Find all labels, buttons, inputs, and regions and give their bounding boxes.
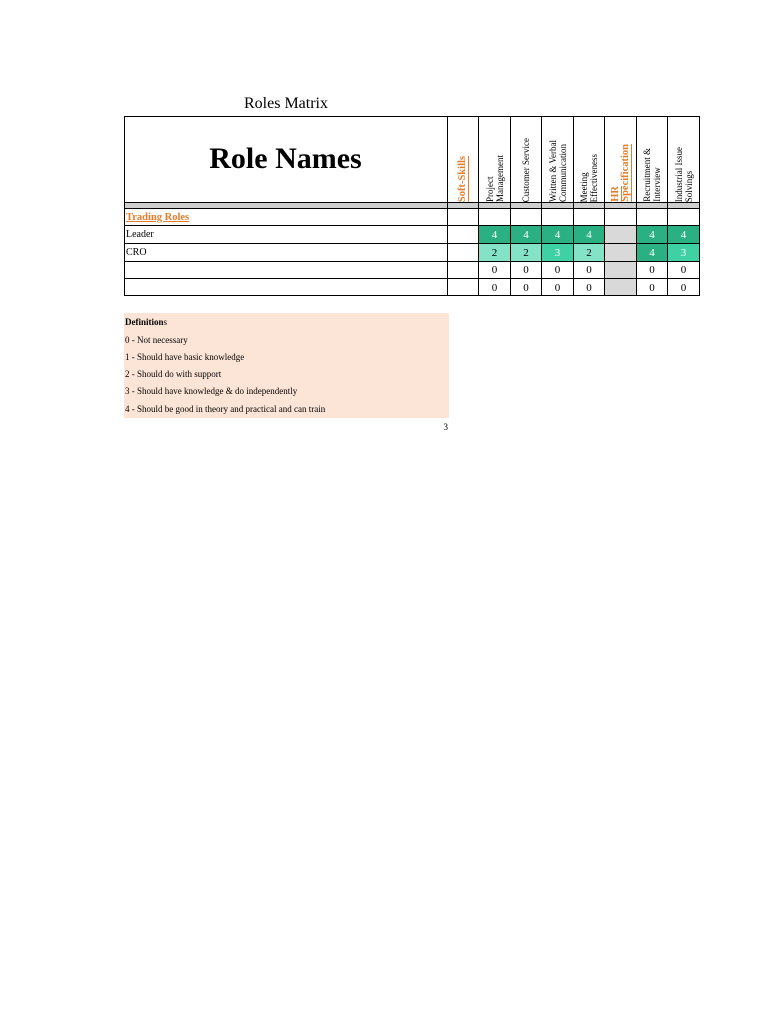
skill-level-cell [605, 243, 637, 261]
column-header-label: Soft-Skills [457, 155, 468, 202]
skill-level-cell: 3 [668, 243, 700, 261]
role-row-label: CRO [124, 243, 448, 261]
column-header-label: Written & Verbal Communication [547, 140, 568, 202]
role-row-label: Leader [124, 225, 448, 243]
skill-level-cell: 0 [511, 261, 542, 278]
definitions-panel [124, 313, 449, 418]
column-header-4 [574, 116, 605, 202]
skill-level-cell: 0 [668, 261, 700, 278]
definitions-title [125, 314, 167, 331]
column-header-label: Project Management [484, 155, 505, 202]
column-header-3 [542, 116, 574, 202]
page-title: Roles Matrix [244, 95, 328, 112]
column-header-7 [668, 116, 700, 202]
skill-level-cell: 0 [637, 261, 668, 278]
skill-level-cell: 4 [637, 225, 668, 243]
role-row-label [124, 261, 448, 278]
skill-level-cell: 4 [542, 225, 574, 243]
roles-matrix-table [124, 116, 700, 296]
skill-level-cell: 4 [637, 243, 668, 261]
skill-level-cell: 2 [574, 243, 605, 261]
skill-level-cell: 0 [668, 278, 700, 296]
section-row-cell [511, 208, 542, 225]
column-header-label: HR Specification [609, 144, 631, 202]
column-header-label: Industrial Issue Solvings [673, 146, 694, 202]
column-header-label: Recruitment & Interview [642, 148, 662, 202]
skill-level-cell: 3 [542, 243, 574, 261]
skill-level-cell [448, 243, 479, 261]
skill-level-cell: 2 [479, 243, 511, 261]
section-label-trading-roles: Trading Roles [126, 211, 190, 223]
role-row-label [124, 278, 448, 296]
skill-level-cell: 0 [574, 261, 605, 278]
section-row-cell [479, 208, 511, 225]
skill-level-cell: 0 [479, 278, 511, 296]
role-names-header: Role Names [124, 116, 448, 202]
skill-level-cell: 4 [668, 225, 700, 243]
skill-level-cell: 4 [574, 225, 605, 243]
column-header-2 [511, 116, 542, 202]
page-number: 3 [443, 422, 448, 432]
definition-item-4: 4 - Should be good in theory and practical and can train [125, 404, 326, 414]
definition-item-0: 0 - Not necessary [125, 335, 188, 345]
skill-level-cell: 0 [542, 278, 574, 296]
skill-level-cell: 0 [574, 278, 605, 296]
skill-level-cell: 0 [511, 278, 542, 296]
section-row-cell [605, 208, 637, 225]
section-row-cell [668, 208, 700, 225]
skill-level-cell: 4 [511, 225, 542, 243]
column-header-5 [605, 116, 637, 202]
section-row-cell [574, 208, 605, 225]
skill-level-cell [605, 261, 637, 278]
skill-level-cell [605, 278, 637, 296]
skill-level-cell [448, 278, 479, 296]
column-header-0 [448, 116, 479, 202]
column-header-6 [637, 116, 668, 202]
skill-level-cell: 0 [637, 278, 668, 296]
column-header-label: Meeting Effectiveness [579, 153, 599, 202]
column-header-1 [479, 116, 511, 202]
definition-item-1: 1 - Should have basic knowledge [125, 352, 245, 362]
definitions-title-bold: Definition [125, 317, 164, 327]
skill-level-cell: 0 [479, 261, 511, 278]
skill-level-cell: 2 [511, 243, 542, 261]
skill-level-cell [448, 261, 479, 278]
section-row-cell [542, 208, 574, 225]
skill-level-cell: 0 [542, 261, 574, 278]
section-row-cell [448, 208, 479, 225]
column-header-label: Customer Service [521, 137, 531, 202]
section-row-label [124, 208, 448, 225]
skill-level-cell [448, 225, 479, 243]
definitions-title-rest: s [163, 317, 168, 327]
skill-level-cell: 4 [479, 225, 511, 243]
section-row-cell [637, 208, 668, 225]
skill-level-cell [605, 225, 637, 243]
definition-item-3: 3 - Should have knowledge & do independently [125, 386, 298, 396]
definition-item-2: 2 - Should do with support [125, 369, 222, 379]
